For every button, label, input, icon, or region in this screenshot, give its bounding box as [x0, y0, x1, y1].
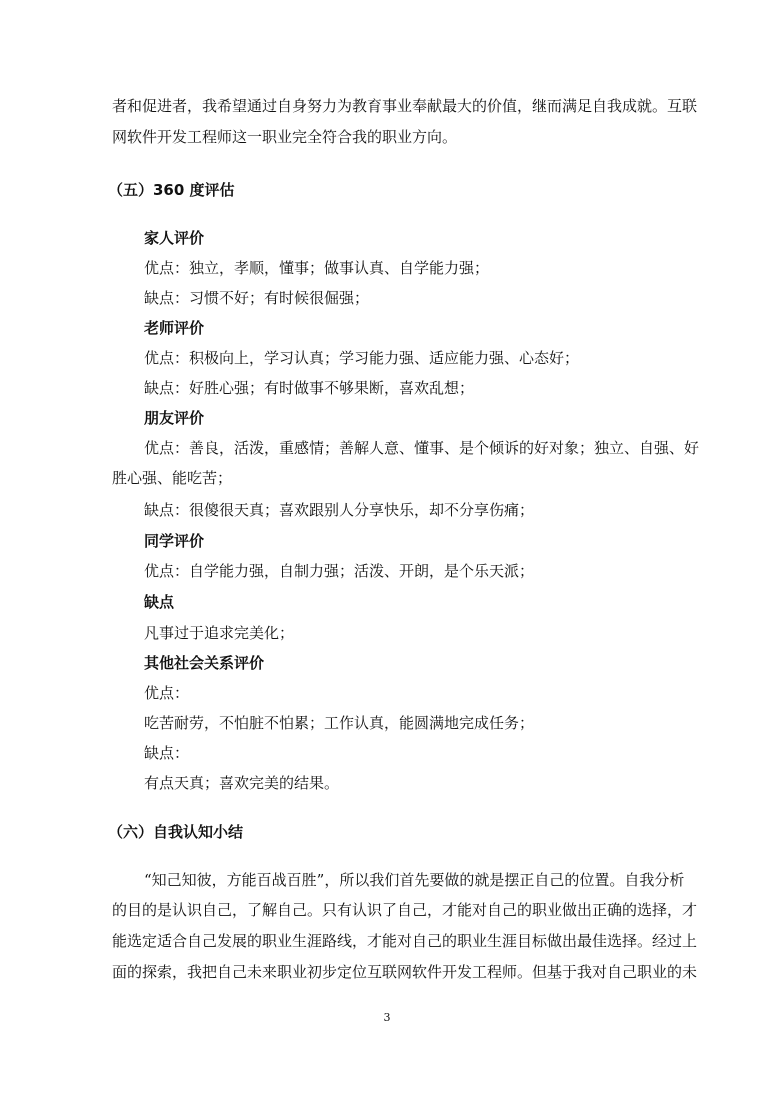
summary-line-4: 面的探索，我把自己未来职业初步定位互联网软件开发工程师。但基于我对自己职业的未: [112, 963, 698, 981]
family-evaluation-title: 家人评价: [144, 229, 205, 247]
social-weaknesses: 有点天真；喜欢完美的结果。: [144, 774, 340, 792]
teacher-strengths: 优点：积极向上，学习认真；学习能力强、适应能力强、心态好；: [144, 349, 580, 367]
friend-strengths-line-1: 优点：善良，活泼，重感情；善解人意、懂事、是个倾诉的好对象；独立、自强、好: [144, 439, 700, 457]
classmate-weaknesses: 凡事过于追求完美化；: [144, 624, 295, 642]
social-weaknesses-label: 缺点：: [144, 744, 190, 762]
intro-line-1: 者和促进者，我希望通过自身努力为教育事业奉献最大的价值，继而满足自我成就。互联: [112, 97, 698, 115]
social-strengths-label: 优点：: [144, 684, 190, 702]
section-heading-360-evaluation: （五）360 度评估: [108, 181, 235, 199]
section-heading-self-summary: （六）自我认知小结: [108, 823, 244, 841]
social-strengths: 吃苦耐劳，不怕脏不怕累；工作认真，能圆满地完成任务；: [144, 714, 535, 732]
friend-strengths-line-2: 胜心强、能吃苦；: [112, 469, 233, 487]
family-weaknesses: 缺点：习惯不好；有时候很倔强；: [144, 289, 370, 307]
classmate-evaluation-title: 同学评价: [144, 532, 205, 550]
intro-line-2: 网软件开发工程师这一职业完全符合我的职业方向。: [112, 128, 458, 146]
page-number: 3: [383, 1011, 391, 1024]
summary-line-3: 能选定适合自己发展的职业生涯路线，才能对自己的职业生涯目标做出最佳选择。经过上: [112, 932, 698, 950]
teacher-evaluation-title: 老师评价: [144, 319, 205, 337]
teacher-weaknesses: 缺点：好胜心强；有时做事不够果断，喜欢乱想；: [144, 379, 475, 397]
summary-line-2: 的目的是认识自己，了解自己。只有认识了自己，才能对自己的职业做出正确的选择，才: [112, 901, 698, 919]
friend-weaknesses: 缺点：很傻很天真；喜欢跟别人分享快乐，却不分享伤痛；: [144, 501, 535, 519]
summary-line-1: “知己知彼，方能百战百胜”，所以我们首先要做的就是摆正自己的位置。自我分析: [144, 871, 685, 889]
classmate-strengths: 优点：自学能力强，自制力强；活泼、开朗，是个乐天派；: [144, 562, 535, 580]
classmate-weaknesses-title: 缺点: [144, 593, 175, 611]
family-strengths: 优点：独立，孝顺，懂事；做事认真、自学能力强；: [144, 259, 490, 277]
friend-evaluation-title: 朋友评价: [144, 409, 205, 427]
social-evaluation-title: 其他社会关系评价: [144, 654, 265, 672]
